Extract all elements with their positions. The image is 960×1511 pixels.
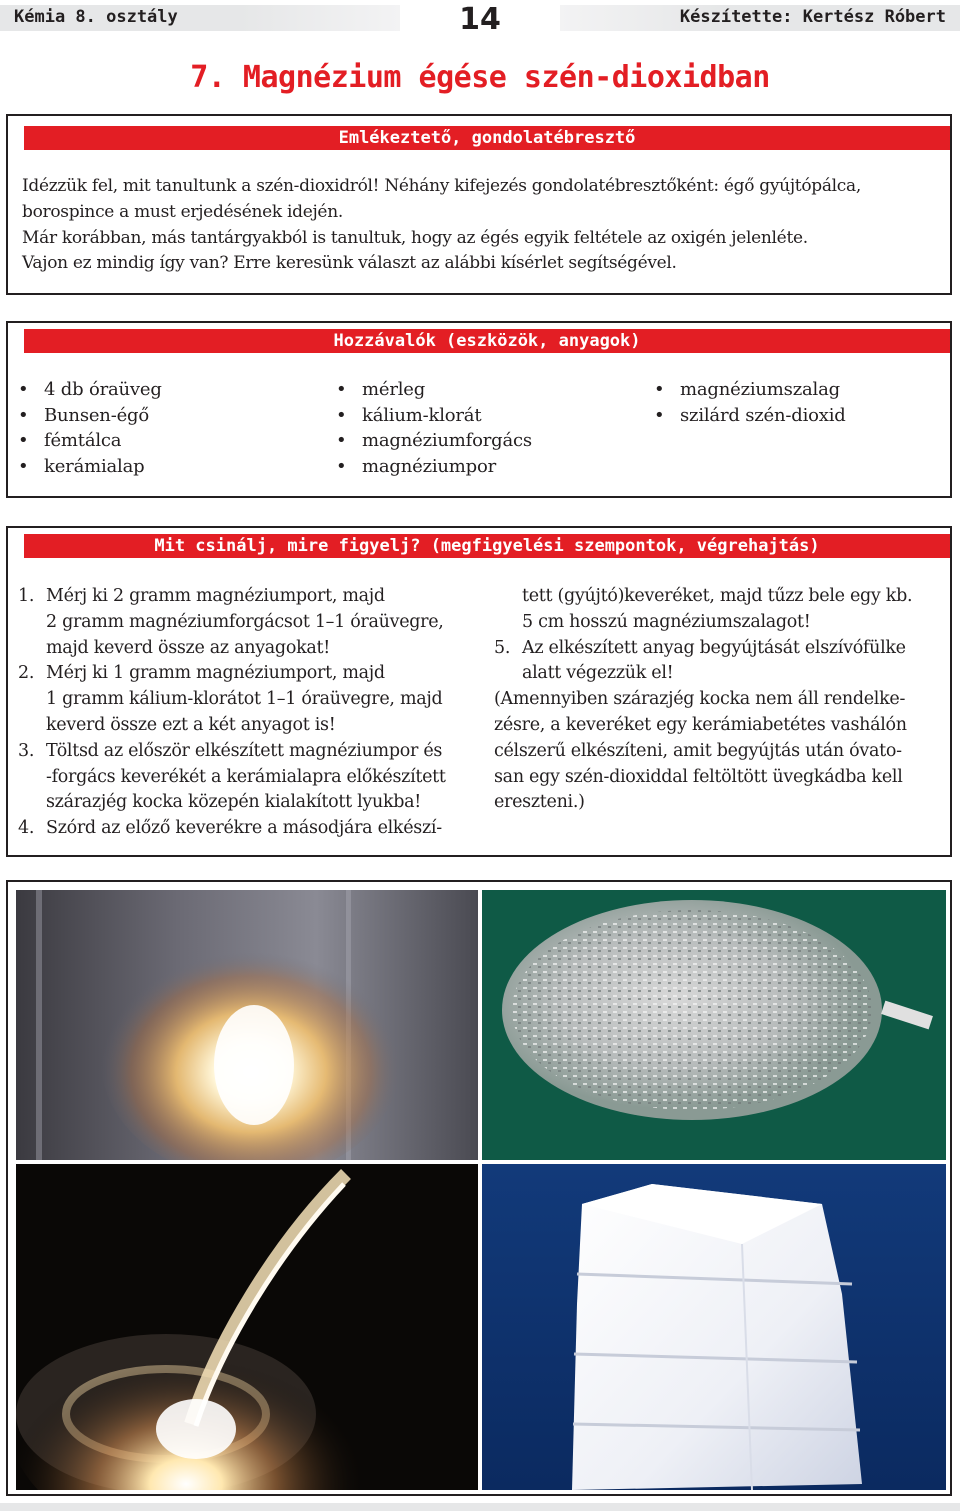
- reminder-heading: Emlékeztető, gondolatébresztő: [24, 126, 950, 150]
- procedure-note: [494, 687, 944, 816]
- ingredients-column-2: [334, 377, 532, 479]
- ingredient-item: • magnéziumforgács: [334, 428, 532, 454]
- step-line: Töltsd az először elkészített magnéziumpor és: [46, 740, 443, 761]
- step-line: -forgács keverékét a kerámialapra előkészített: [46, 766, 446, 787]
- header-subject: Kémia 8. osztály: [14, 7, 178, 27]
- magnesium-shavings-photo: [482, 890, 946, 1160]
- reminder-line: Már korábban, más tantárgyakból is tanultuk, hogy az égés egyik feltétele az oxigén jelenléte.: [22, 227, 808, 248]
- procedure-step-continuation: [494, 584, 944, 636]
- step-line: szárazjég kocka közepén kialakított lyukba!: [46, 792, 422, 813]
- step-line: Az elkészített anyag begyújtását elszívófülke: [522, 637, 906, 658]
- procedure-step: [18, 584, 478, 661]
- footer-band: [0, 1503, 960, 1511]
- reminder-text: [22, 174, 942, 277]
- ingredient-item: • fémtálca: [16, 428, 162, 454]
- procedure-section: [6, 526, 952, 857]
- procedure-steps-left: [18, 584, 478, 842]
- burning-ribbon-photo: [16, 1164, 478, 1490]
- step-line: Szórd az előző keverékre a másodjára elkészí-: [46, 818, 442, 839]
- ingredients-column-1: [16, 377, 162, 479]
- ingredients-column-3: [652, 377, 846, 428]
- step-line: keverd össze ezt a két anyagot is!: [46, 714, 336, 735]
- step-number: 4.: [18, 818, 35, 839]
- step-line: alatt végezzük el!: [522, 663, 674, 684]
- note-line: ereszteni.): [494, 792, 585, 813]
- step-line: 1 gramm kálium-klorátot 1–1 óraüvegre, majd: [46, 689, 443, 710]
- procedure-step: [18, 816, 478, 842]
- reminder-line: Vajon ez mindig így van? Erre keresünk választ az alábbi kísérlet segítségével.: [22, 253, 677, 274]
- step-line: Mérj ki 1 gramm magnéziumport, majd: [46, 663, 385, 684]
- ingredient-item: • magnéziumszalag: [652, 377, 846, 403]
- procedure-step: [18, 661, 478, 738]
- reminder-section: [6, 114, 952, 295]
- step-line: majd keverd össze az anyagokat!: [46, 637, 330, 658]
- step-number: 5.: [494, 637, 511, 658]
- ingredient-item: • kerámialap: [16, 454, 162, 480]
- page-title: 7. Magnézium égése szén-dioxidban: [190, 60, 770, 95]
- reminder-line: Idézzük fel, mit tanultunk a szén-dioxidról! Néhány kifejezés gondolatébresztőként: égő gyújtópálca,: [22, 176, 861, 196]
- step-line: 5 cm hosszú magnéziumszalagot!: [522, 611, 811, 632]
- note-line: (Amennyiben szárazjég kocka nem áll rendelke-: [494, 689, 906, 710]
- procedure-heading: Mit csinálj, mire figyelj? (megfigyelési szempontok, végrehajtás): [24, 534, 950, 558]
- step-number: 3.: [18, 740, 35, 761]
- step-line: Mérj ki 2 gramm magnéziumport, majd: [46, 586, 385, 606]
- photo-panel: [6, 880, 952, 1496]
- procedure-step: [18, 739, 478, 816]
- step-line: tett (gyújtó)keveréket, majd tűzz bele egy kb.: [522, 586, 913, 606]
- ingredient-item: • magnéziumpor: [334, 454, 532, 480]
- ingredients-section: [6, 321, 952, 498]
- ingredient-item: • mérleg: [334, 377, 532, 403]
- ingredients-heading: Hozzávalók (eszközök, anyagok): [24, 329, 950, 353]
- ingredient-item: • 4 db óraüveg: [16, 377, 162, 403]
- note-line: zésre, a keveréket egy kerámiabetétes vashálón: [494, 714, 907, 735]
- step-line: 2 gramm magnéziumforgácsot 1–1 óraüvegre,: [46, 611, 444, 632]
- note-line: célszerű elkészíteni, amit begyújtás után óvato-: [494, 740, 902, 761]
- step-number: 1.: [18, 586, 35, 606]
- note-line: san egy szén-dioxiddal feltöltött üvegkádba kell: [494, 766, 903, 787]
- procedure-step: [494, 636, 944, 688]
- step-number: 2.: [18, 663, 35, 684]
- ingredient-item: • kálium-klorát: [334, 403, 532, 429]
- burning-flame-photo: [16, 890, 478, 1160]
- ingredient-item: • Bunsen-égő: [16, 403, 162, 429]
- ingredient-item: • szilárd szén-dioxid: [652, 403, 846, 429]
- header-author: Készítette: Kertész Róbert: [679, 7, 946, 27]
- procedure-steps-right: [494, 584, 944, 816]
- page-number: 14: [459, 2, 501, 37]
- dry-ice-blocks-photo: [482, 1164, 946, 1490]
- reminder-line: borospince a must erjedésének idején.: [22, 201, 343, 222]
